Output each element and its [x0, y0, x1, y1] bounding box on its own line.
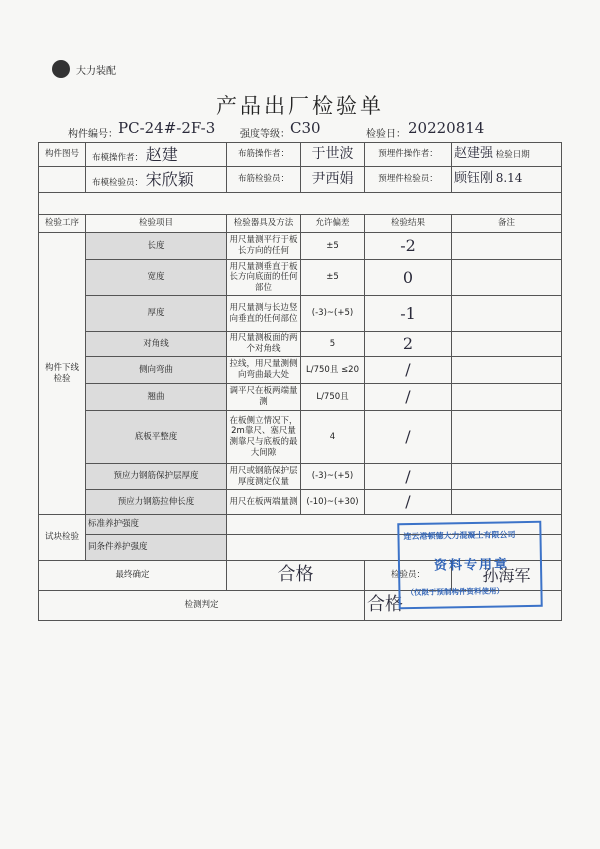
- row-tolerance: (-3)~(+5): [301, 296, 365, 332]
- rebar-operator-name: 于世波: [301, 143, 365, 167]
- stamp-line1: 连云港顿德大力混凝土有限公司: [403, 530, 516, 542]
- col-note: 备注: [452, 215, 562, 233]
- col-tool: 检验器具及方法: [227, 215, 301, 233]
- row-item: 侧向弯曲: [86, 357, 227, 384]
- row-tool: 调平尺在板两端量测: [227, 384, 301, 411]
- mold-operator: [86, 143, 227, 167]
- mold-operator-label: 布模操作者：: [92, 152, 144, 163]
- inspect-date-label: 检验日期: [495, 150, 530, 161]
- strength-label: 强度等级：: [240, 129, 290, 140]
- embed-operator-name: 赵建强: [454, 146, 494, 162]
- row-result: 0: [365, 260, 452, 296]
- brand-logo-icon: [52, 60, 70, 78]
- embed-inspector: [452, 167, 562, 193]
- row-tolerance: (-3)~(+5): [301, 464, 365, 490]
- strength: C30: [290, 119, 321, 137]
- row-tolerance: L/750且: [301, 384, 365, 411]
- row-tool: 用尺或钢筋保护层厚度测定仪量: [227, 464, 301, 490]
- row-item: 厚度: [86, 296, 227, 332]
- mold-inspector: [86, 167, 227, 193]
- stamp-line2: 资料专用章: [433, 557, 510, 574]
- row-tool: 用尺量测平行于板长方向的任何: [227, 233, 301, 260]
- final-label: 最终确定: [39, 561, 227, 591]
- row-result: /: [365, 384, 452, 411]
- group-label: 构件下线检验: [39, 233, 86, 515]
- brand-name: 大力装配: [76, 65, 116, 77]
- col-item: 检验项目: [86, 215, 227, 233]
- row-item: 翘曲: [86, 384, 227, 411]
- rebar-operator-label: 布筋操作者：: [227, 143, 301, 167]
- date-label: 检验日：: [366, 129, 406, 140]
- row-note: [452, 490, 562, 515]
- judge-label: 检测判定: [39, 591, 365, 621]
- row-tolerance: 4: [301, 411, 365, 464]
- row-result: -2: [365, 233, 452, 260]
- trial-same: 同条件养护强度: [86, 535, 227, 561]
- component-no-label: 构件编号：: [68, 129, 118, 140]
- component-drawing: 构件图号: [39, 143, 86, 167]
- date: 20220814: [408, 119, 485, 137]
- mold-inspector-label: 布模检验员：: [92, 177, 144, 188]
- rebar-inspector-name: 尹西娟: [301, 167, 365, 193]
- col-process: 检验工序: [39, 215, 86, 233]
- row-tool: 用尺量测与长边竖向垂直的任何部位: [227, 296, 301, 332]
- row-result: /: [365, 490, 452, 515]
- row-note: [452, 357, 562, 384]
- row-item: 预应力钢筋保护层厚度: [86, 464, 227, 490]
- trial-label: 试块检验: [39, 515, 86, 561]
- final-value: 合格: [227, 561, 365, 591]
- row-tolerance: ±5: [301, 233, 365, 260]
- row-tolerance: L/750且 ≤20: [301, 357, 365, 384]
- row-result: 2: [365, 332, 452, 357]
- row-tool: 在板侧立情况下，2m靠尺、塞尺量测靠尺与底板的最大间隙: [227, 411, 301, 464]
- col-tolerance: 允许偏差: [301, 215, 365, 233]
- company-stamp: [397, 521, 542, 610]
- page-title: 产品出厂检验单: [216, 94, 384, 118]
- inspect-date: 8.14: [495, 171, 523, 186]
- row-tolerance: 5: [301, 332, 365, 357]
- row-note: [452, 411, 562, 464]
- row-note: [452, 464, 562, 490]
- row-tool: 用尺量测板面的两个对角线: [227, 332, 301, 357]
- embed-operator-label: 预埋件操作者：: [365, 143, 452, 167]
- row-note: [452, 384, 562, 411]
- row-note: [452, 296, 562, 332]
- trial-std: 标准养护强度: [86, 515, 227, 535]
- final-inspector: 孙海军: [452, 561, 562, 591]
- row-item: 对角线: [86, 332, 227, 357]
- rebar-inspector-label: 布筋检验员：: [227, 167, 301, 193]
- judge-value: 合格: [365, 591, 562, 621]
- component-no: PC-24#-2F-3: [118, 119, 216, 137]
- row-result: -1: [365, 296, 452, 332]
- row-item: 底板平整度: [86, 411, 227, 464]
- row-tolerance: ±5: [301, 260, 365, 296]
- row-tool: 用尺量测垂直于板长方向底面的任何部位: [227, 260, 301, 296]
- row-note: [452, 233, 562, 260]
- brand: [52, 60, 116, 78]
- row-note: [452, 332, 562, 357]
- row-result: /: [365, 411, 452, 464]
- row-tool: 拉线，用尺量测侧向弯曲最大处: [227, 357, 301, 384]
- row-item: 预应力钢筋拉伸长度: [86, 490, 227, 515]
- row-note: [452, 260, 562, 296]
- embed-inspector-label: 预埋件检验员：: [365, 167, 452, 193]
- final-inspector-label: 检验员：: [365, 561, 452, 591]
- stamp-line3: （仅限于预制构件资料使用）: [406, 586, 505, 598]
- col-result: 检验结果: [365, 215, 452, 233]
- row-item: 宽度: [86, 260, 227, 296]
- row-tool: 用尺在板两端量测: [227, 490, 301, 515]
- embed-inspector-name: 顾钰刚: [454, 171, 494, 187]
- embed-operator: [452, 143, 562, 167]
- row-item: 长度: [86, 233, 227, 260]
- row-tolerance: (-10)~(+30): [301, 490, 365, 515]
- row-result: /: [365, 464, 452, 490]
- row-result: /: [365, 357, 452, 384]
- mold-operator-name: 赵建: [145, 144, 178, 164]
- mold-inspector-name: 宋欣颖: [145, 169, 194, 189]
